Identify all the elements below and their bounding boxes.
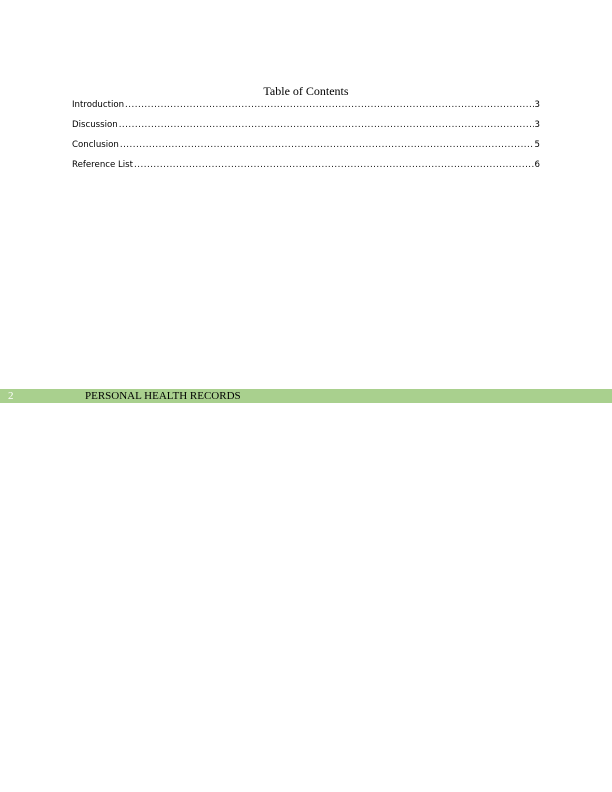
toc-entry-page-number: 3 — [534, 100, 540, 110]
toc-entry-label: Conclusion — [72, 140, 119, 150]
toc-entry-reference-list[interactable] — [72, 159, 540, 179]
page-header-band — [0, 389, 612, 403]
toc-entry-label: Introduction — [72, 100, 125, 110]
toc-dot-leader — [125, 99, 533, 111]
toc-entry-page-number: 3 — [534, 120, 540, 130]
toc-list — [72, 99, 540, 179]
toc-entry-conclusion[interactable] — [72, 139, 540, 159]
toc-entry-label: Discussion — [72, 120, 118, 130]
toc-entry-page-number: 6 — [534, 160, 540, 170]
toc-entry-discussion[interactable] — [72, 119, 540, 139]
toc-title: Table of Contents — [263, 84, 349, 98]
toc-dot-leader — [119, 119, 534, 131]
toc-entry-label: Reference List — [72, 160, 134, 170]
toc-dot-leader — [134, 159, 534, 171]
running-head: PERSONAL HEALTH RECORDS — [85, 390, 241, 402]
toc-entry-introduction[interactable] — [72, 99, 540, 119]
page-number: 2 — [8, 390, 14, 402]
toc-dot-leader — [120, 139, 534, 151]
toc-entry-page-number: 5 — [534, 140, 540, 150]
